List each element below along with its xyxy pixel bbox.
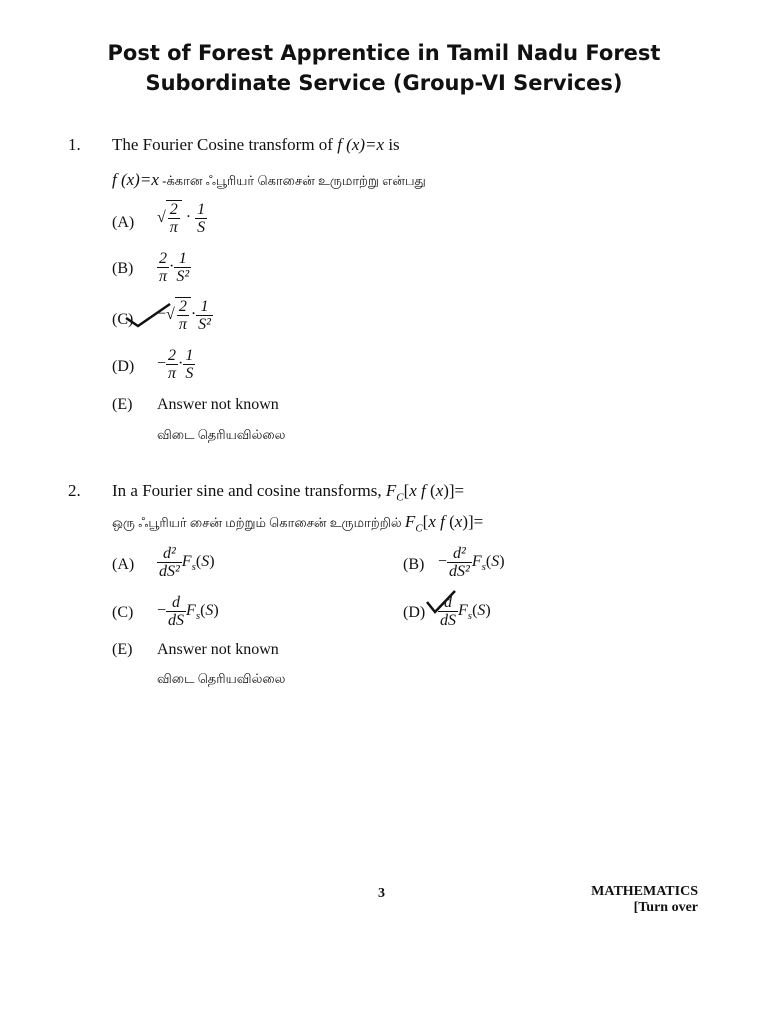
option-b-formula: $\frac{2}{\pi}$ · $\frac{1}{\text{S²}}$ bbox=[159, 250, 190, 285]
title-line-1: Post of Forest Apprentice in Tamil Nadu Forest bbox=[107, 41, 661, 65]
page-title bbox=[0, 38, 768, 98]
option-e-tamil: விடை தெரியவில்லை bbox=[157, 671, 286, 686]
question-number: 2. bbox=[68, 481, 81, 500]
option-e-label[interactable]: (E) bbox=[112, 396, 133, 413]
option-a-formula: √ $\frac{2}{\pi}$ · $\frac{1}{S}$ bbox=[157, 200, 206, 236]
question-number: 1. bbox=[68, 135, 81, 154]
option-a-formula: $\frac{\text{d²}}{\text{dS²}}$ $F_s(S)$ bbox=[159, 545, 215, 580]
option-e-text: Answer not known bbox=[157, 396, 279, 413]
option-a-label[interactable]: (A) bbox=[112, 214, 135, 231]
option-d-formula: $\frac{d}{dS}$ $F_s(S)$ bbox=[440, 594, 491, 629]
option-b-label[interactable]: (B) bbox=[112, 260, 134, 277]
option-b-label[interactable]: (B) bbox=[403, 556, 425, 573]
option-e-tamil: விடை தெரியவில்லை bbox=[157, 427, 286, 442]
option-c-formula: − $\frac{d}{dS}$ $F_s(S)$ bbox=[157, 594, 219, 629]
option-a-label[interactable]: (A) bbox=[112, 556, 135, 573]
option-c-label[interactable]: (C) bbox=[112, 604, 134, 621]
option-c-formula: −√ $\frac{2}{\pi}$ · $\frac{1}{\text{S²}}$ bbox=[157, 297, 211, 333]
checkmark-icon bbox=[122, 300, 174, 332]
option-c-label[interactable]: (C) bbox=[112, 311, 134, 328]
option-d-label[interactable]: (D) bbox=[112, 358, 135, 375]
option-d-formula: − $\frac{2}{\pi}$ · $\frac{1}{S}$ bbox=[157, 347, 194, 382]
checkmark-icon bbox=[424, 588, 458, 618]
subject-label: MATHEMATICS bbox=[591, 884, 698, 899]
question-text-tamil: f (x)=x -க்கான ஃபூரியர் கொசைன் உருமாற்று என்பது bbox=[112, 170, 426, 189]
title-line-2: Subordinate Service (Group-VI Services) bbox=[145, 71, 623, 95]
turn-over-label: [Turn over bbox=[633, 900, 698, 915]
option-e-label[interactable]: (E) bbox=[112, 641, 133, 658]
question-text-tamil: ஒரு ஃபூரியர் சைன் மற்றும் கொசைன் உருமாற்றில் $F_C[x$ f (x)]= bbox=[112, 512, 484, 535]
option-e-text: Answer not known bbox=[157, 641, 279, 658]
page-number: 3 bbox=[378, 886, 385, 901]
question-text: In a Fourier sine and cosine transforms, $F_C[x$ f (x)]= bbox=[112, 481, 465, 504]
question-text: The Fourier Cosine transform of f (x)=x is bbox=[112, 135, 400, 154]
footer-block bbox=[570, 884, 698, 916]
option-b-formula: − $\frac{\text{d²}}{\text{dS²}}$ $F_s(S)$ bbox=[438, 545, 505, 580]
option-d-label[interactable]: (D) bbox=[403, 604, 426, 621]
